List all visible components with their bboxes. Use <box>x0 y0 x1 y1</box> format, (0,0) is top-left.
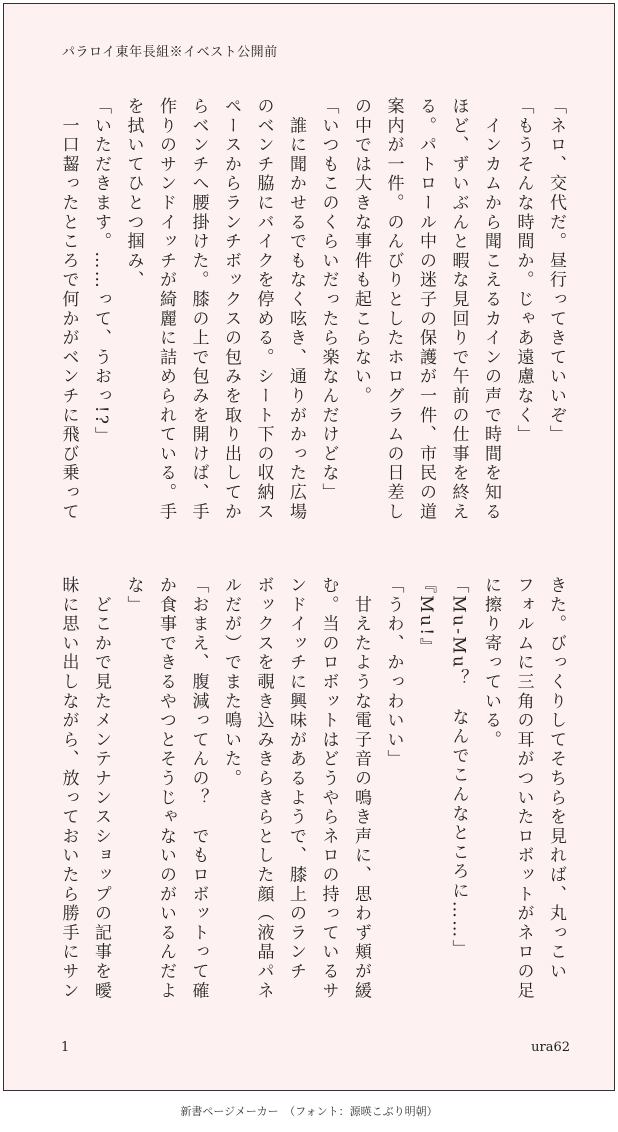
page-number: 1 <box>61 1040 70 1055</box>
text-column: きた。びっくりしてそちらを見れば、丸っこい <box>546 576 566 982</box>
text-column: 一口齧ったところで何かがベンチに飛び乗って <box>58 97 79 522</box>
text-column: 「おまえ、腹減ってんの？ でもロボットって確 <box>188 576 209 1001</box>
page-header-title: パラロイ東年長組※イベスト公開前 <box>62 45 278 60</box>
page-card <box>3 3 615 1091</box>
text-column: 案内が一件。のんびりとしたホログラムの日差し <box>383 97 404 522</box>
text-column: か食事できるやつとそうじゃないのがいるんだよ <box>156 576 176 1001</box>
text-column: 「Mu-Mu？ なんでこんなところに……」 <box>448 576 469 959</box>
text-column: を拭いてひとつ掴み、 <box>123 97 144 290</box>
text-block-top <box>52 97 572 547</box>
text-column: 「もうそんな時間か。じゃあ遠慮なく」 <box>513 97 534 445</box>
text-column: む。当のロボットはどうやらネロの持っているサ <box>318 576 339 1001</box>
text-column: ボックスを覗き込みきらきらとした顔（液晶パネ <box>253 576 274 1001</box>
text-column: 「うわ、かっわいい」 <box>383 576 404 769</box>
author-name: ura62 <box>531 1040 570 1055</box>
text-column: ほど、ずいぶんと暇な見回りで午前の仕事を終え <box>448 97 469 522</box>
text-column: ペースからランチボックスの包みを取り出してか <box>221 97 241 522</box>
text-column: な」 <box>123 576 144 615</box>
text-column: に擦り寄っている。 <box>481 576 501 750</box>
text-block-bottom <box>52 576 572 1026</box>
text-column: らベンチへ腰掛けた。膝の上で包みを開けば、手 <box>188 97 209 522</box>
text-column: ンドイッチに興味があるようで、膝上のランチ <box>286 576 306 982</box>
text-column: 「ネロ、交代だ。昼行ってきていいぞ」 <box>546 97 566 445</box>
text-column: のベンチ脇にバイクを停める。シート下の収納ス <box>253 97 274 522</box>
text-column: 「いただきます。……って、うおっ!?」 <box>91 97 111 446</box>
text-column: フォルムに三角の耳がついたロボットがネロの足 <box>513 576 534 1001</box>
text-column: の中では大きな事件も起こらない。 <box>351 97 371 406</box>
text-column: 甘えたような電子音の鳴き声に、思わず頬が緩 <box>351 576 371 1001</box>
text-column: 作りのサンドイッチが綺麗に詰められている。手 <box>156 97 176 522</box>
text-column: る。パトロール中の迷子の保護が一件、市民の道 <box>416 97 436 522</box>
text-column: 昧に思い出しながら、放っておいたら勝手にサン <box>58 576 79 1001</box>
text-column: ルだが）でまた鳴いた。 <box>221 576 241 789</box>
text-column: 「いつもこのくらいだったら楽なんだけどな」 <box>318 97 339 503</box>
footer-credit: 新書ページメーカー （フォント：源暎こぶり明朝） <box>180 1105 438 1118</box>
text-column: どこかで見たメンテナンスショップの記事を曖 <box>91 576 111 1001</box>
text-column: 誰に聞かせるでもなく呟き、通りがかった広場 <box>286 97 306 522</box>
text-column: インカムから聞こえるカインの声で時間を知る <box>481 97 501 522</box>
text-column: 『Mu!』 <box>416 576 436 657</box>
